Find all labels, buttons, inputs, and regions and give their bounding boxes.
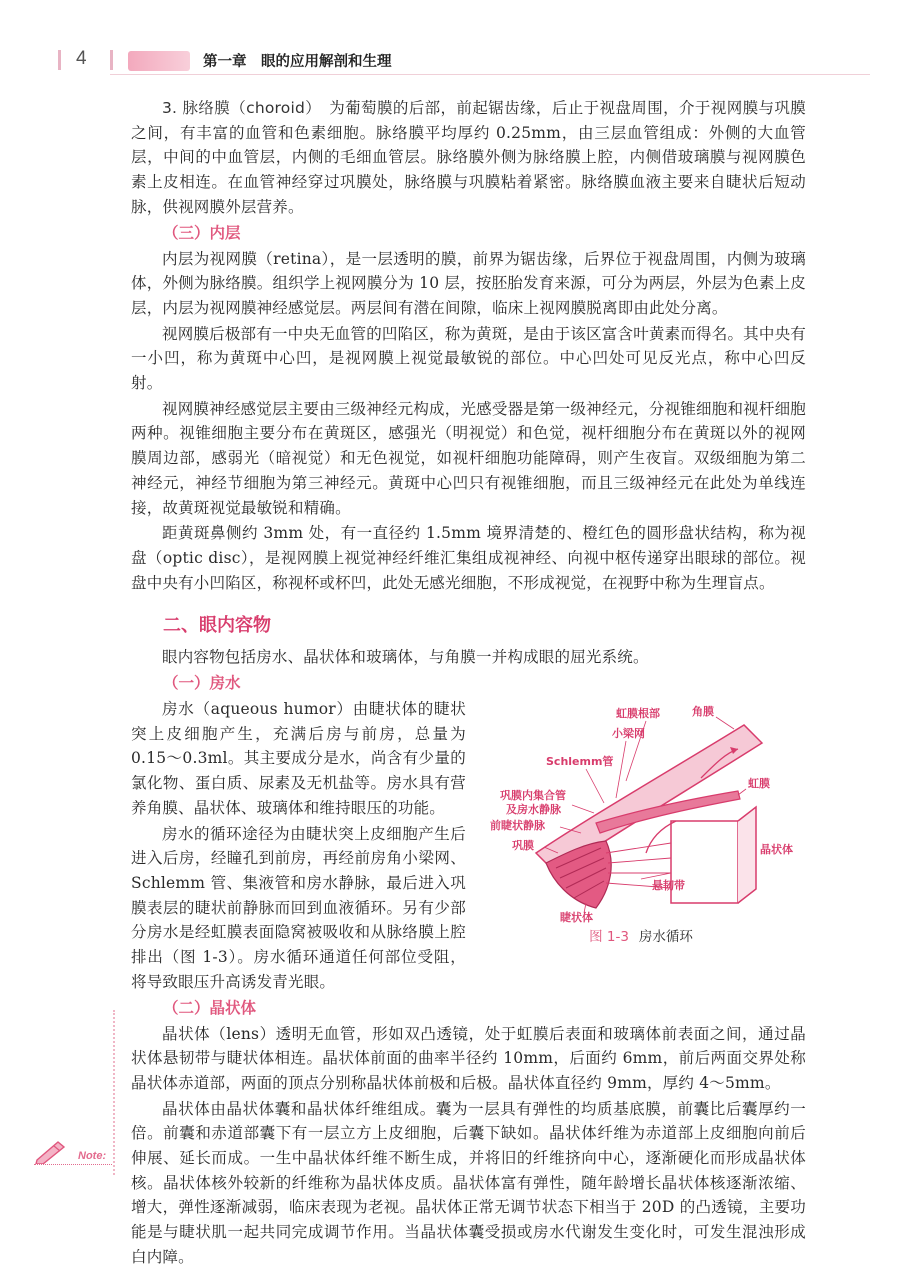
figure-caption: [476, 925, 806, 945]
page-number: 4: [76, 48, 87, 69]
lens-paragraph-1: 晶状体（lens）透明无血管，形如双凸透镜，处于虹膜后表面和玻璃体前表面之间，通过晶状体悬韧带与睫状体相连。晶状体前面的曲率半径约 10mm，后面约 6mm，前后两面交界处称晶状体赤道部，两面的顶点分别称晶状体前极和后极。晶状体直径约 9mm，厚约 4～5mm。: [131, 1024, 806, 1092]
label-schlemm: Schlemm管: [546, 755, 614, 769]
label-collector: 巩膜内集合管: [500, 789, 566, 803]
choroid-lead: 3. 脉络膜（choroid）: [162, 99, 314, 117]
label-sclera: 巩膜: [512, 839, 534, 853]
aqueous-paragraph-1: 房水（aqueous humor）由睫状体的睫状突上皮细胞产生，充满后房与前房，总量为 0.15～0.3ml。其主要成分是水，尚含有少量的氯化物、蛋白质、尿素及无机盐等。房水具有营养角膜、晶状体、玻璃体和维持眼压的功能。: [131, 700, 466, 817]
macula-paragraph: 视网膜后极部有一中央无血管的凹陷区，称为黄斑，是由于该区富含叶黄素而得名。其中央有一小凹，称为黄斑中心凹，是视网膜上视觉最敏锐的部位。中心凹处可见反光点，称中心凹反射。: [131, 324, 806, 393]
header-tick: [110, 50, 113, 70]
label-iris-root: 虹膜根部: [616, 707, 660, 721]
section-intro: 眼内容物包括房水、晶状体和玻璃体，与角膜一并构成眼的屈光系统。: [162, 648, 649, 667]
label-iris: 虹膜: [748, 777, 770, 791]
aqueous-paragraph-2: 房水的循环途径为由睫状突上皮细胞产生后进入后房，经瞳孔到前房，再经前房角小梁网、Schlemm 管、集液管和房水静脉，最后进入巩膜表层的睫状前静脉而回到血液循环。另有少部分房水是经虹膜表面隐窝被吸收和从脉络膜上腔排出（图 1-3）。房水循环通道任何部位受阻，将导致眼压升高诱发青光眼。: [131, 824, 466, 991]
label-ciliary-body: 睫状体: [560, 911, 593, 924]
aqueous-heading: （一）房水: [163, 674, 241, 693]
optic-disc-paragraph: 距黄斑鼻侧约 3mm 处，有一直径约 1.5mm 境界清楚的、橙红色的圆形盘状结构，称为视盘（optic disc），是视网膜上视觉神经纤维汇集组成视神经、向视中枢传递穿出眼球的部位。视盘中央有小凹陷区，称视杯或杯凹，此处无感光细胞，不形成视觉，在视野中称为生理盲点。: [131, 524, 806, 592]
choroid-text: 为葡萄膜的后部，前起锯齿缘，后止于视盘周围，介于视网膜与巩膜之间，有丰富的血管和色素细胞。脉络膜平均厚约 0.25mm，由三层血管组成：外侧的大血管层，中间的中血管层，内侧的毛细血管层。脉络膜外侧为脉络膜上腔，内侧借玻璃膜与视网膜色素上皮相连。在血管神经穿过巩膜处，脉络膜与巩膜粘着紧密。脉络膜血液主要来自睫状后短动脉，供视网膜外层营养。: [131, 99, 806, 216]
pencil-icon: [34, 1138, 70, 1164]
header-accent-bar: [128, 51, 190, 71]
chapter-title: 第一章 眼的应用解剖和生理: [203, 54, 392, 70]
choroid-paragraph: [131, 96, 806, 220]
label-ciliary-vein: 前睫状静脉: [490, 819, 545, 833]
eye-anatomy-illustration: [476, 703, 806, 923]
section-heading: 二、眼内容物: [163, 615, 271, 637]
lens-side: [738, 807, 756, 903]
note-underline: [34, 1164, 112, 1165]
header-tick: [58, 50, 61, 70]
inner-layer-heading: （三）内层: [163, 223, 241, 242]
label-aqueous-vein: 及房水静脉: [506, 803, 561, 817]
retina-paragraph: 内层为视网膜（retina），是一层透明的膜，前界为锯齿缘，后界位于视盘周围，内侧为玻璃体，外侧为脉络膜。组织学上视网膜分为 10 层，按胚胎发育来源，可分为两层，外层为色素上皮层，内层为视网膜神经感觉层。两层间有潜在间隙，临床上视网膜脱离即由此处分离。: [131, 249, 806, 317]
figure-aqueous-circulation: [476, 703, 806, 945]
label-lens: 晶状体: [760, 843, 793, 857]
neuron-paragraph: 视网膜神经感觉层主要由三级神经元构成，光感受器是第一级神经元，分视锥细胞和视杆细胞两种。视锥细胞主要分布在黄斑区，感强光（明视觉）和色觉，视杆细胞分布在黄斑以外的视网膜周边部，感弱光（暗视觉）和无色视觉，如视杆细胞功能障碍，则产生夜盲。双级细胞为第二神经元，神经节细胞为第三神经元。黄斑中心凹只有视锥细胞，而且三级神经元在此处为单线连接，故黄斑视觉最敏锐和精确。: [131, 399, 806, 517]
note-label: Note:: [78, 1150, 107, 1162]
lens-heading: （二）晶状体: [163, 998, 257, 1017]
figure-number: 图 1-3: [589, 929, 629, 946]
page-body: [131, 96, 806, 1271]
label-zonule: 悬韧带: [652, 879, 685, 893]
page-header: [0, 44, 900, 78]
label-cornea: 角膜: [692, 705, 714, 719]
header-rule: [110, 74, 870, 75]
lens-paragraph-2: 晶状体由晶状体囊和晶状体纤维组成。囊为一层具有弹性的均质基底膜，前囊比后囊厚约一倍。前囊和赤道部囊下有一层立方上皮细胞，后囊下缺如。晶状体纤维为赤道部上皮细胞向前后伸展、延长而成。一生中晶状体纤维不断生成，并将旧的纤维挤向中心，逐渐硬化而形成晶状体核。晶状体核外较新的纤维称为晶状体皮质。晶状体富有弹性，随年龄增长晶状体核逐渐浓缩、增大，弹性逐渐减弱，临床表现为老视。晶状体正常无调节状态下相当于 20D 的凸透镜，主要功能是与睫状肌一起共同完成调节作用。当晶状体囊受损或房水代谢发生变化时，可发生混浊形成白内障。: [131, 1099, 806, 1266]
figure-title: 房水循环: [638, 929, 693, 946]
label-trabecular: 小梁网: [612, 727, 645, 741]
note-marker: [34, 1138, 114, 1168]
